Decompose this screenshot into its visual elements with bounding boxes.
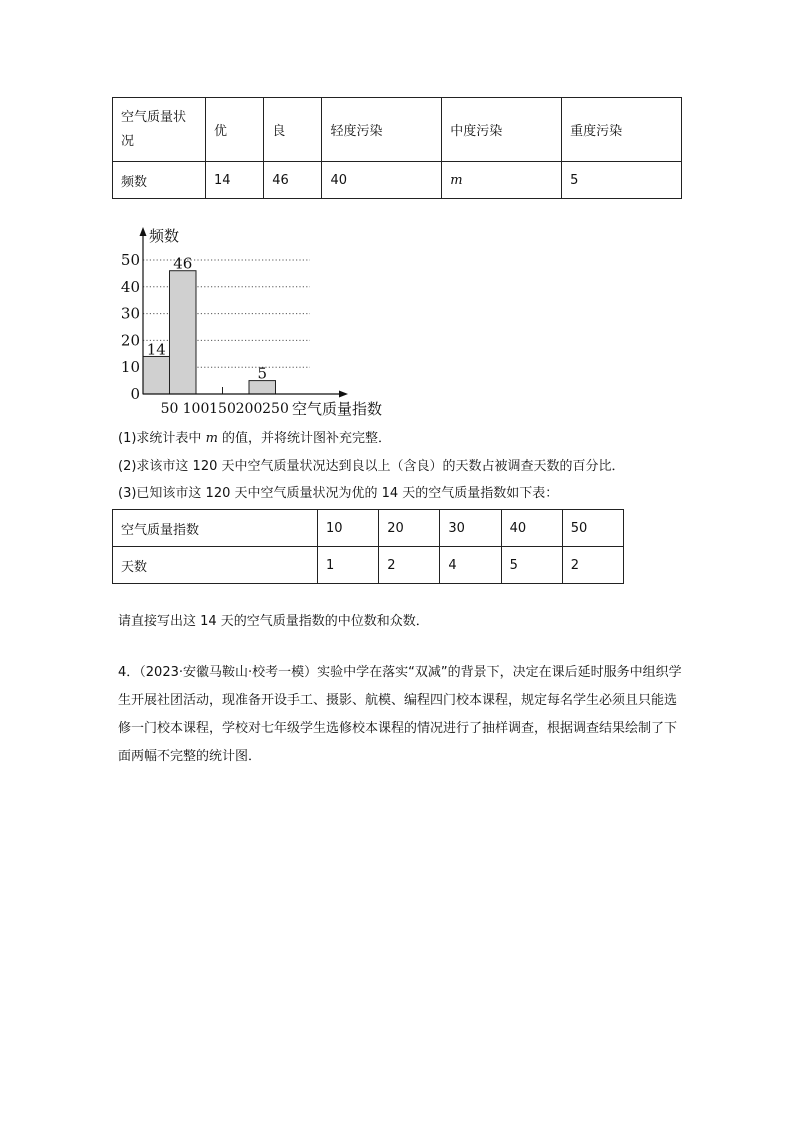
bar-value-label: 14 bbox=[146, 340, 166, 359]
x-tick-label: 50 bbox=[160, 401, 179, 417]
x-tick-label: 250 bbox=[262, 401, 289, 417]
question-1-variable: m bbox=[205, 431, 218, 446]
table-cell: 空气质量状况 bbox=[113, 98, 206, 162]
table-row bbox=[113, 98, 682, 162]
table-cell: 轻度污染 bbox=[322, 98, 442, 162]
problem-4-text: 4．（2023·安徽马鞍山·校考一模）实验中学在落实“双减”的背景下，决定在课后延时服务中组织学生开展社团活动，现准备开设手工、摄影、航模、编程四门校本课程，规定每名学生必须且只能选修一门校本课程，学校对七年级学生选修校本课程的情况进行了抽样调查，根据调查结果绘制了下面两幅不完整的统计图． bbox=[118, 665, 682, 764]
histogram-bar bbox=[170, 271, 197, 394]
histogram-bar bbox=[249, 381, 276, 394]
y-tick-label: 30 bbox=[120, 304, 140, 323]
table-cell: 5 bbox=[501, 547, 562, 584]
frequency-histogram bbox=[112, 220, 412, 420]
table-cell: 30 bbox=[440, 510, 501, 547]
question-1 bbox=[118, 427, 391, 446]
x-tick-label: 100 bbox=[182, 401, 210, 417]
table-cell: 50 bbox=[562, 510, 623, 547]
y-tick-label: 40 bbox=[120, 277, 140, 296]
bar-value-label: 5 bbox=[257, 364, 268, 383]
y-tick-label: 50 bbox=[120, 251, 140, 269]
question-3-followup: 请直接写出这 14 天的空气质量指数的中位数和众数． bbox=[118, 614, 429, 629]
table-cell: 5 bbox=[562, 162, 682, 199]
table-cell: 46 bbox=[264, 162, 322, 199]
table-cell: 10 bbox=[318, 510, 379, 547]
table-cell: 40 bbox=[322, 162, 442, 199]
y-tick-label: 0 bbox=[130, 385, 140, 403]
x-tick-label: 200 bbox=[235, 401, 263, 417]
table-cell: 2 bbox=[379, 547, 440, 584]
table-cell: 20 bbox=[379, 510, 440, 547]
table-cell: 良 bbox=[264, 98, 322, 162]
table-cell: 1 bbox=[318, 547, 379, 584]
bar-value-label: 46 bbox=[173, 254, 193, 273]
air-quality-index-table bbox=[112, 509, 624, 584]
y-axis-label: 频数 bbox=[149, 227, 180, 245]
y-tick-label: 20 bbox=[120, 331, 140, 350]
table-row bbox=[113, 510, 624, 547]
table-row bbox=[113, 162, 682, 199]
table-cell: 频数 bbox=[113, 162, 206, 199]
table-cell: 天数 bbox=[113, 547, 318, 584]
x-tick-label: 150 bbox=[209, 401, 236, 417]
table-cell: 优 bbox=[206, 98, 264, 162]
table-row bbox=[113, 547, 624, 584]
x-axis-arrow bbox=[339, 391, 348, 398]
question-1-text-a: (1)求统计表中 bbox=[118, 431, 206, 446]
question-1-text-b: 的值，并将统计图补充完整． bbox=[217, 431, 392, 446]
question-3: (3)已知该市这 120 天中空气质量状况为优的 14 天的空气质量指数如下表： bbox=[118, 486, 559, 501]
table-cell: 40 bbox=[501, 510, 562, 547]
y-tick-label: 10 bbox=[120, 358, 140, 377]
y-axis-arrow bbox=[140, 227, 147, 236]
table-cell: 重度污染 bbox=[562, 98, 682, 162]
table-cell: 4 bbox=[440, 547, 501, 584]
table-cell: 空气质量指数 bbox=[113, 510, 318, 547]
table-cell: 2 bbox=[562, 547, 623, 584]
table-cell: 14 bbox=[206, 162, 264, 199]
table-cell: 中度污染 bbox=[442, 98, 562, 162]
air-quality-frequency-table bbox=[112, 97, 682, 199]
table-cell: m bbox=[442, 162, 562, 199]
x-axis-label: 空气质量指数 bbox=[292, 400, 383, 418]
question-2: (2)求该市这 120 天中空气质量状况达到良以上（含良）的天数占被调查天数的百分比． bbox=[118, 459, 625, 474]
histogram-bar bbox=[143, 356, 170, 394]
